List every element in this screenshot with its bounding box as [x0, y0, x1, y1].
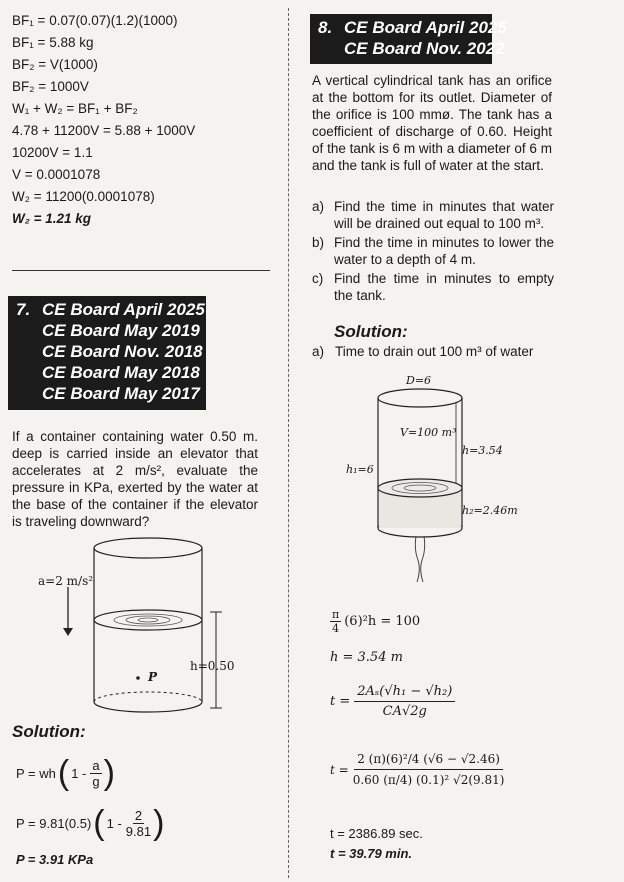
problem-7-banner [8, 296, 206, 410]
fraction [330, 608, 341, 635]
solution-answer: P = 3.91 KPa [16, 852, 94, 867]
equation-line: W₁ + W₂ = BF₁ + BF₂ [12, 101, 138, 116]
section-divider [12, 270, 270, 271]
fraction-num: 2Aₛ(√h₁ − √h₂) [354, 684, 455, 702]
solution-eq-1 [16, 756, 115, 790]
result-seconds: t = 2386.89 sec. [330, 826, 423, 841]
item-label: a) [312, 199, 325, 214]
fraction-den: g [92, 773, 100, 789]
point-label: P [148, 670, 158, 684]
height-label: h=0.50 [190, 659, 235, 673]
solution-heading: Solution: [334, 322, 408, 341]
solution-eq-2 [16, 806, 164, 840]
problem-number: 8. [318, 18, 333, 37]
eq-lhs: t = [330, 694, 351, 709]
fraction-num: a [92, 757, 100, 773]
paren-open: ( [57, 754, 70, 792]
final-answer: W₂ = 1.21 kg [12, 211, 92, 226]
h1-label: h₁=6 [346, 463, 374, 476]
board-label: CE Board May 2019 [42, 321, 200, 340]
board-label: CE Board Nov. 2018 [42, 342, 203, 361]
board-label: CE Board May 2018 [42, 363, 200, 382]
fraction-den: 0.60 (π/4) (0.1)² √2(9.81) [352, 773, 505, 787]
item-text: Find the time in minutes that water will be drained out equal to 100 m³. [334, 199, 554, 231]
item-label: c) [312, 271, 324, 286]
equation-line: V = 0.0001078 [12, 167, 101, 182]
list-item [312, 270, 554, 304]
eq-time-formula [330, 684, 455, 719]
eq-area [330, 608, 420, 635]
eq-time-substituted [330, 752, 504, 787]
eq-one: 1 - [71, 765, 87, 781]
paren-close: ) [103, 754, 115, 792]
eq-lhs: P = wh [16, 765, 56, 781]
eq-lhs: t = [330, 762, 349, 777]
board-label: CE Board April 2025 [42, 300, 205, 319]
item-text: Find the time in minutes to lower the water to a depth of 4 m. [334, 235, 554, 267]
left-equations [12, 10, 290, 230]
problem-7-text: If a container containing water 0.50 m. deep is carried inside an elevator that accelerates at 2 m/s², evaluate the pressure in KPa, exerted by the water at the base of the container if the elevator is traveling downward? [12, 429, 258, 529]
board-label: CE Board April 2025 [344, 18, 507, 37]
fraction-den: 4 [332, 622, 340, 635]
elevator-container-figure [28, 532, 258, 732]
volume-label: V=100 m³ [400, 426, 457, 439]
fraction [90, 758, 101, 789]
solution-heading: Solution: [12, 722, 86, 741]
eq-h: h = 3.54 m [330, 650, 403, 665]
equation-line: BF₁ = 5.88 kg [12, 35, 94, 50]
sub-a-heading: a) Time to drain out 100 m³ of water [312, 344, 534, 359]
eq-rest: (6)²h = 100 [344, 614, 421, 629]
equation-line: 4.78 + 11200V = 5.88 + 1000V [12, 123, 196, 138]
fraction-den: 9.81 [125, 823, 152, 839]
column-divider [288, 8, 289, 878]
h2-label: h₂=2.46m [462, 504, 518, 517]
problem-8-banner [310, 14, 507, 64]
board-label: CE Board Nov. 2022 [344, 39, 505, 58]
fraction-num: 2 [134, 807, 143, 823]
diameter-label: D=6 [406, 374, 432, 387]
fraction-num: 2 (π)(6)²/4 (√6 − √2.46) [354, 752, 503, 770]
problem-8-text: A vertical cylindrical tank has an orifice at the bottom for its outlet. Diameter of the orifice is 100 mmø. The tank has a coefficient of discharge of 0.60. Height of the tank is 6 m with a diameter of 6 m and the tank is full of water at the start. [312, 73, 552, 173]
eq-lhs: P = 9.81(0.5) [16, 815, 92, 831]
h-label: h=3.54 [462, 444, 503, 457]
equation-line: W₂ = 11200(0.0001078) [12, 189, 155, 204]
list-item [312, 198, 554, 232]
fraction [126, 808, 151, 839]
equation-line: 10200V = 1.1 [12, 145, 93, 160]
fraction [354, 684, 455, 719]
item-label: b) [312, 235, 325, 250]
equation-line: BF₁ = 0.07(0.07)(1.2)(1000) [12, 13, 178, 28]
fraction [353, 752, 505, 787]
fraction-den: CA√2g [382, 704, 427, 719]
equation-line: BF₂ = V(1000) [12, 57, 98, 72]
paren-close: ) [153, 804, 165, 842]
tank-figure [360, 378, 560, 588]
equation-line: BF₂ = 1000V [12, 79, 89, 94]
acceleration-label: a=2 m/s² [38, 574, 94, 588]
list-item [312, 234, 554, 268]
paren-open: ( [93, 804, 105, 842]
result-minutes: t = 39.79 min. [330, 846, 413, 861]
item-text: Find the time in minutes to empty the tank. [334, 271, 554, 303]
problem-number: 7. [16, 300, 31, 319]
board-label: CE Board May 2017 [42, 384, 200, 403]
fraction-num: π [332, 608, 340, 621]
eq-one: 1 - [106, 815, 122, 831]
problem-8-items [312, 198, 554, 306]
